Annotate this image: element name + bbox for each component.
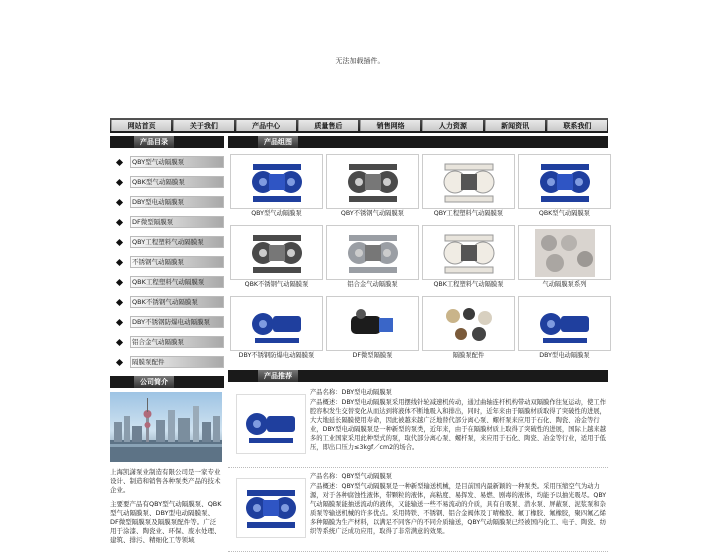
category-header [110, 136, 224, 148]
company-intro [110, 468, 222, 545]
main-navigation [110, 118, 608, 133]
electric-pump-icon[interactable] [518, 296, 611, 351]
category-item[interactable] [110, 154, 224, 174]
main-content [228, 136, 608, 552]
category-item[interactable] [110, 294, 224, 314]
nav-home[interactable]: 网站首页 [111, 120, 171, 131]
bullet-icon [116, 259, 123, 266]
electric-pump-icon[interactable] [230, 296, 323, 351]
bullet-icon [116, 299, 123, 306]
product-caption[interactable]: 铝合金气动隔膜泵 [347, 281, 398, 288]
blue-pump-icon[interactable] [230, 154, 323, 209]
steel-pump-icon[interactable] [326, 154, 419, 209]
product-caption[interactable]: QBK不锈钢气动隔膜泵 [244, 281, 309, 288]
category-link[interactable]: DF微型隔膜泵 [130, 216, 224, 228]
left-sidebar [110, 136, 224, 550]
bullet-icon [116, 279, 123, 286]
product-card[interactable] [518, 225, 611, 293]
category-link[interactable]: 隔膜泵配件 [130, 356, 224, 368]
recommend-product-desc: 产品概述：QBY型气动隔膜泵是一种新型输送机械，是目前国内最新颖的一种泵类。采用压缩空气为动力源，对于各种腐蚀性液体，带颗粒的液体，高粘度、易挥发、易燃、剧毒的液体，均能予以抽光吸尽。QBY气动隔膜泵能抽送流动的液体，又能输送一些不易流动的介质，具有自吸泵、潜水泵、屏蔽泵、泥浆泵和杂质泵等输送机械的许多优点。采用铸铁、不锈钢、铝合金阀体及丁晴橡胶、氟丁橡胶、氟橡胶，聚四氟乙烯多种隔膜为生产材料，以满足不同客户的不同介质输送，QBY气动隔膜泵已经被国内化工、电子、陶瓷、纺织等系统广泛成功应用，取得了非常满意的效果。 [310, 483, 607, 535]
product-caption[interactable]: DBY型电动隔膜泵 [539, 352, 590, 359]
company-title: 公司简介 [134, 376, 174, 388]
aluminum-pump-icon[interactable] [326, 225, 419, 280]
product-card[interactable] [422, 225, 515, 293]
nav-contact[interactable]: 联系我们 [547, 120, 607, 131]
product-card[interactable] [230, 225, 323, 293]
product-caption[interactable]: QBY工程塑料气动隔膜泵 [433, 210, 504, 217]
recommend-title: 产品推荐 [258, 370, 298, 382]
category-link[interactable]: DBY不锈钢防爆电动隔膜泵 [130, 316, 224, 328]
category-item[interactable] [110, 314, 224, 334]
blue-pump-icon[interactable] [236, 478, 306, 538]
category-link[interactable]: QBK工程塑料气动隔膜泵 [130, 276, 224, 288]
product-card[interactable] [518, 296, 611, 364]
product-card[interactable] [230, 154, 323, 222]
product-caption[interactable]: QBK型气动隔膜泵 [538, 210, 591, 217]
category-item[interactable] [110, 254, 224, 274]
recommend-product-name[interactable]: 产品名称：QBY型气动隔膜泵 [310, 473, 393, 480]
category-item[interactable] [110, 234, 224, 254]
bullet-icon [116, 159, 123, 166]
category-link[interactable]: QBK型气动隔膜泵 [130, 176, 224, 188]
nav-hr[interactable]: 人力资源 [422, 120, 482, 131]
category-link[interactable]: 铝合金气动隔膜泵 [130, 336, 224, 348]
city-skyline-image [110, 392, 222, 462]
product-card[interactable] [230, 296, 323, 364]
bullet-icon [116, 179, 123, 186]
electric-pump-icon[interactable] [236, 394, 306, 454]
product-card[interactable] [326, 296, 419, 364]
category-item[interactable] [110, 174, 224, 194]
bullet-icon [116, 319, 123, 326]
company-header [110, 376, 224, 388]
micro-pump-icon[interactable] [326, 296, 419, 351]
plastic-pump-icon[interactable] [422, 225, 515, 280]
nav-quality[interactable]: 质量售后 [298, 120, 358, 131]
category-link[interactable]: QBK不锈钢气动隔膜泵 [130, 296, 224, 308]
product-card[interactable] [326, 225, 419, 293]
product-caption[interactable]: 隔膜泵配件 [452, 352, 485, 359]
product-caption[interactable]: QBY不锈钢气动隔膜泵 [340, 210, 405, 217]
category-title: 产品目录 [134, 136, 174, 148]
category-item[interactable] [110, 214, 224, 234]
products-title: 产品组图 [258, 136, 298, 148]
product-caption[interactable]: QBY型气动隔膜泵 [251, 210, 302, 217]
nav-news[interactable]: 新闻资讯 [485, 120, 545, 131]
category-link[interactable]: QBY型气动隔膜泵 [130, 156, 224, 168]
blue-pump-icon[interactable] [518, 154, 611, 209]
recommend-header [228, 370, 608, 382]
product-caption[interactable]: 气动隔膜泵系列 [542, 281, 587, 288]
bullet-icon [116, 219, 123, 226]
nav-about[interactable]: 关于我们 [173, 120, 233, 131]
product-caption[interactable]: QBK工程塑料气动隔膜泵 [433, 281, 504, 288]
pump-series-icon[interactable] [518, 225, 611, 280]
nav-products[interactable]: 产品中心 [236, 120, 296, 131]
product-card[interactable] [518, 154, 611, 222]
recommend-product-name[interactable]: 产品名称：DBY型电动隔膜泵 [310, 389, 392, 396]
steel-pump-icon[interactable] [230, 225, 323, 280]
nav-sales[interactable]: 销售网络 [360, 120, 420, 131]
plugin-missing-message: 无法加载插件。 [335, 57, 385, 65]
category-item[interactable] [110, 334, 224, 354]
product-caption[interactable]: DBY不锈钢防爆电动隔膜泵 [238, 352, 315, 359]
product-card[interactable] [422, 154, 515, 222]
category-link[interactable]: DBY型电动隔膜泵 [130, 196, 224, 208]
bullet-icon [116, 199, 123, 206]
recommend-product-desc: 产品概述：DBY型电动隔膜泵采用摆线针轮减速机传动，通过曲轴连杆机构带动双隔膜作往复运动，使工作腔容积发生交替变化从而达到将液体不断地吸入和排出，同时，近年来由于隔膜材质取得了突破性的进展，大大地延长隔膜使用寿命，因此被越来越广泛地替代部分离心泵、螺杆泵来应用于石化、陶瓷、冶金等行业，DBY型电动隔膜泵是一种新型的泵类，近年来，由于在隔膜材质上取得了突破性的进展，国际上越来越多的工业国家采用此种型式的泵，取代部分离心泵、螺杆泵，来应用于石化、陶瓷、冶金等行业，适用于低压，即出口压力≤3kgf／cm2的场合。 [310, 399, 607, 451]
bullet-icon [116, 359, 123, 366]
category-link[interactable]: 不锈钢气动隔膜泵 [130, 256, 224, 268]
category-item[interactable] [110, 274, 224, 294]
category-item[interactable] [110, 194, 224, 214]
bullet-icon [116, 339, 123, 346]
bullet-icon [116, 239, 123, 246]
products-header [228, 136, 608, 148]
recommend-item[interactable] [228, 472, 608, 552]
plastic-pump-icon[interactable] [422, 154, 515, 209]
product-grid [228, 154, 608, 364]
product-card[interactable] [326, 154, 419, 222]
product-caption[interactable]: DF微型隔膜泵 [352, 352, 393, 359]
parts-icon[interactable] [422, 296, 515, 351]
product-card[interactable] [422, 296, 515, 364]
category-link[interactable]: QBY工程塑料气动隔膜泵 [130, 236, 224, 248]
recommend-item[interactable] [228, 388, 608, 468]
category-item[interactable] [110, 354, 224, 374]
intro-paragraph: 上海凯潇泵业制造有限公司是一家专业设计、制造和销售各种泵类产品的技术企业。 [110, 468, 221, 494]
intro-paragraph: 主要要产品有QBY型气动隔膜泵、QBK型气动隔膜泵、DBY型电动隔膜泵、DF微型隔膜泵及隔膜泵配件等。广泛用于涂漆、陶瓷业、环保、废水处理、建筑、排污、精细化工等领域 [110, 500, 222, 544]
